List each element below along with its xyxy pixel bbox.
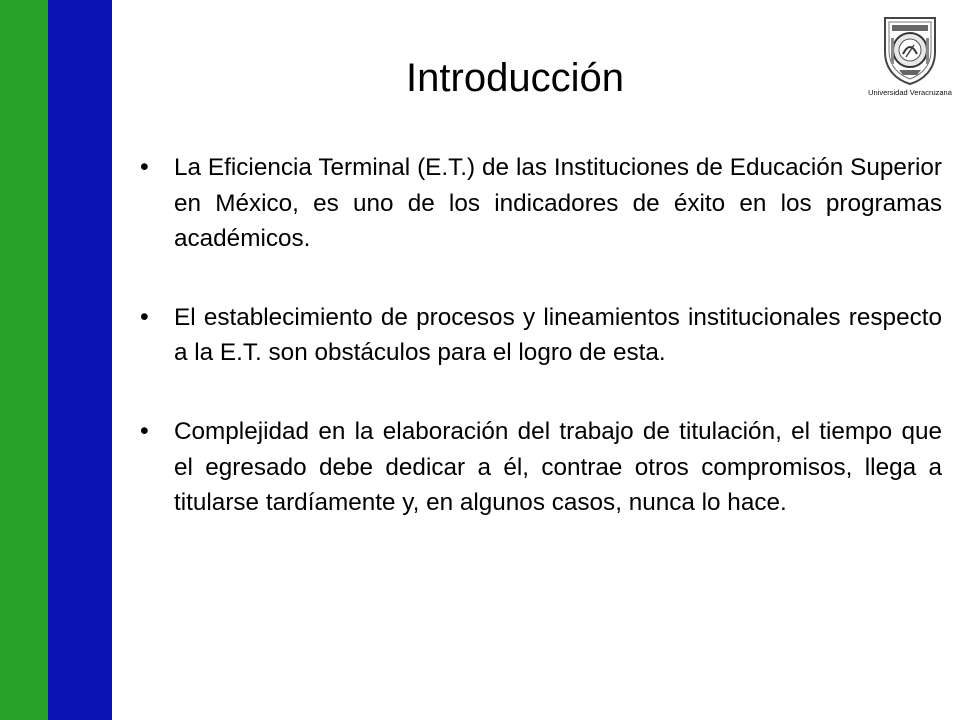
bullet-marker: •: [140, 153, 149, 181]
bullet-text: El establecimiento de procesos y lineamientos institucionales respecto a la E.T. son obstáculos para el logro de esta.: [174, 303, 942, 367]
bullet-item: [140, 414, 942, 521]
bullet-text: Complejidad en la elaboración del trabajo de titulación, el tiempo que el egresado debe dedicar a él, contrae otros compromisos, llega a titularse tardíamente y, en algunos casos, nunca lo hace.: [174, 417, 942, 517]
left-green-stripe: [0, 0, 48, 720]
university-crest-icon: [879, 14, 941, 86]
bullet-item: [140, 150, 942, 257]
bullet-item: [140, 300, 942, 371]
bullet-marker: •: [140, 416, 149, 445]
university-logo: [868, 14, 952, 102]
left-blue-stripe: [48, 0, 112, 720]
bullet-list: [140, 150, 942, 564]
bullet-marker: •: [140, 302, 149, 331]
slide-title: Introducción: [406, 56, 624, 100]
bullet-text: La Eficiencia Terminal (E.T.) de las Instituciones de Educación Superior en México, es uno de los indicadores de éxito en los programas académicos.: [174, 154, 942, 253]
logo-caption: Universidad Veracruzana: [868, 88, 952, 97]
